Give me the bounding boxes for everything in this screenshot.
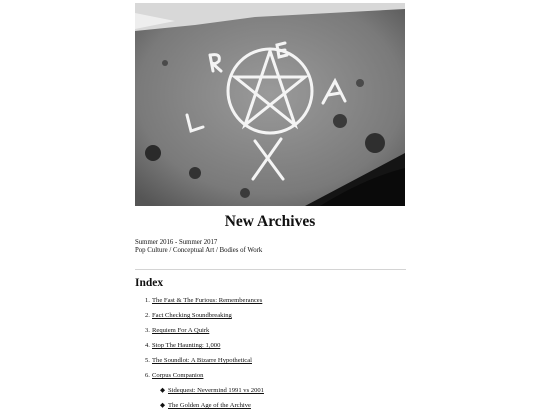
list-item [135,311,406,326]
list-item [135,326,406,341]
sub-list-item [135,386,406,401]
diamond-bullet-icon: ◆ [160,402,166,409]
index-list [135,296,406,416]
list-item [135,341,406,356]
page-meta [135,239,405,256]
index-link[interactable]: The Soundlot: A Bizarre Hypothetical [152,357,252,364]
index-link[interactable]: The Fast & The Furious: Rememberances [152,297,263,304]
item-number: 6. [145,372,150,379]
index-link[interactable]: Stop The Haunting: 1,000 [152,342,221,349]
index-link[interactable]: Fact Checking Soundbreaking [152,312,232,319]
index-sublink[interactable]: Sidequest: Nevermind 1991 vs 2001 [168,387,264,394]
list-item [135,356,406,371]
item-number: 2. [145,312,150,319]
item-number: 3. [145,327,150,334]
page-title: New Archives [224,213,316,230]
diamond-bullet-icon: ◆ [160,387,166,394]
index-link[interactable]: Requiem For A Quirk [152,327,210,334]
list-item [135,371,406,386]
list-item [135,296,406,311]
item-number: 5. [145,357,150,364]
index-link[interactable]: Corpus Companion [152,372,204,379]
date-range: Summer 2016 - Summer 2017 [135,239,218,246]
item-number: 1. [145,297,150,304]
index-sublink[interactable]: The Golden Age of the Archive [168,402,251,409]
tag-list: Pop Culture / Conceptual Art / Bodies of Work [135,247,263,255]
item-number: 4. [145,342,150,349]
sub-list-item [135,401,406,416]
index-heading: Index [135,277,164,289]
divider [135,269,406,270]
hero-image [135,3,405,206]
